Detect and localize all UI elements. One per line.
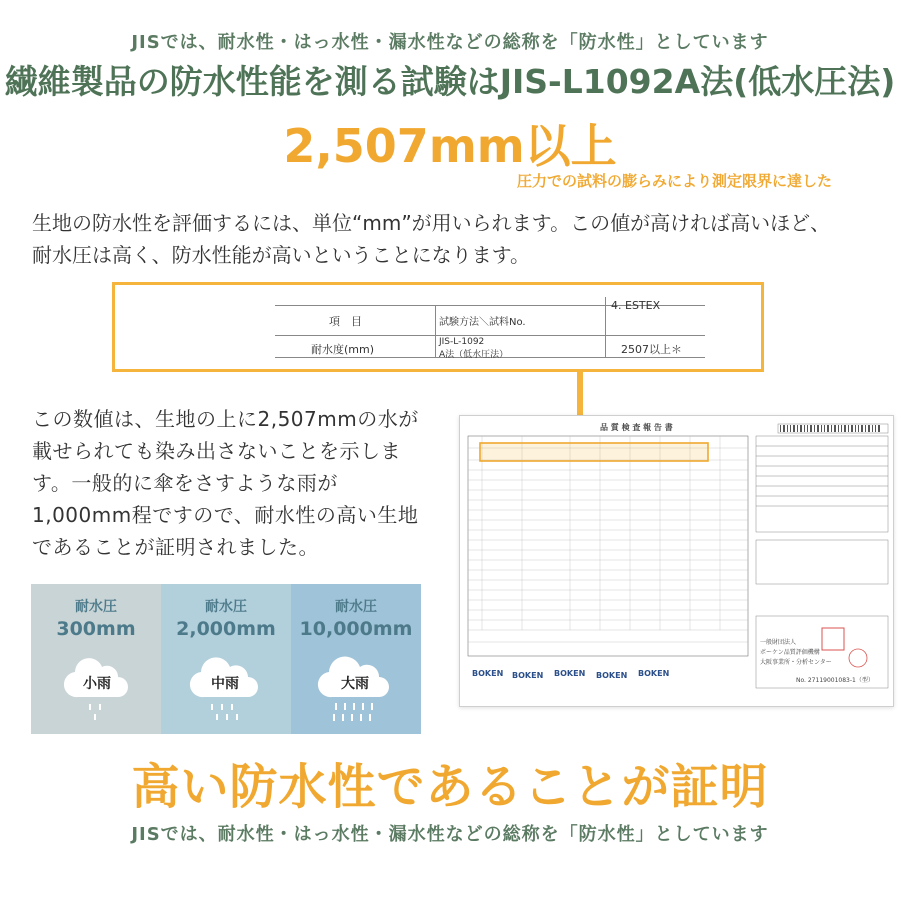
intro-line: 生地の防水性を評価するには、単位“mm”が用いられます。この値が高ければ高いほど、 (32, 211, 831, 235)
explanation-line: 載せられても染み出さないことを示しま (32, 439, 401, 463)
light-rain-cloud-icon (31, 646, 161, 730)
boken-stamps (472, 669, 669, 680)
report-org-line: ボーケン品質評価機構 (760, 649, 820, 656)
heavy-rain-cloud-icon (291, 646, 421, 730)
table-row-method: A法（低水圧法） (439, 350, 509, 360)
explanation-text (32, 403, 452, 563)
barcode (780, 425, 880, 432)
table-row-value: 2507以上＊ (621, 343, 682, 356)
moderate-rain-cloud-icon (161, 646, 291, 730)
table-header-item: 項 目 (329, 315, 362, 328)
rain-panel-label: 耐水圧 (205, 599, 247, 615)
report-excerpt-table (112, 282, 764, 372)
boken-logo: BOKEN (512, 671, 544, 680)
table-header-method: 試験方法＼試料No. (439, 317, 526, 328)
rain-panel-rain: 大雨 (341, 676, 369, 692)
water-pressure-value: 2,507mm以上 (283, 119, 617, 173)
rain-panel-amount: 2,000mm (176, 618, 276, 640)
intro-text (32, 207, 872, 271)
rain-panel-amount: 10,000mm (299, 618, 413, 640)
intro-line: 耐水圧は高く、防水性能が高いということになります。 (32, 243, 530, 267)
report-grid-rows (468, 448, 748, 642)
report-grid-frame (468, 436, 748, 656)
report-drawing (460, 416, 893, 706)
explanation-line: 1,000mm程ですので、耐水性の高い生地 (32, 503, 419, 527)
table-row-method: JIS-L-1092 (439, 337, 485, 347)
table-row-label: 耐水度(mm) (311, 343, 375, 356)
explanation-line: す。一般的に傘をさすような雨が (32, 471, 338, 495)
report-org-line: 一般財団法人 (760, 639, 797, 646)
boken-logo: BOKEN (596, 671, 628, 680)
boken-logo: BOKEN (638, 669, 670, 678)
quality-report-document (459, 415, 894, 707)
table-rule (435, 305, 436, 357)
report-org-line: 大阪事業所・分析センター (760, 659, 832, 666)
headline: 繊維製品の防水性能を測る試験はJIS-L1092A法(低水圧法) (4, 62, 896, 101)
highlighted-result-row (480, 443, 708, 461)
boken-logo: BOKEN (554, 669, 586, 678)
footer-subtitle: JISでは、耐水性・はっ水性・漏水性などの総称を「防水性」としています (131, 824, 769, 845)
rain-panel-label: 耐水圧 (75, 599, 117, 615)
measurement-note: 圧力での試料の膨らみにより測定限界に達した (516, 172, 832, 190)
rain-level-moderate (161, 584, 291, 734)
rain-panel-amount: 300mm (56, 618, 136, 640)
table-rule (605, 297, 606, 357)
table-rule (275, 335, 705, 336)
rain-panel-rain: 小雨 (83, 676, 111, 692)
report-grid-columns (482, 436, 720, 630)
round-seal-icon (849, 649, 867, 667)
rain-panel-rain: 中雨 (211, 676, 239, 692)
conclusion-headline: 高い防水性であることが証明 (131, 759, 769, 815)
table-header-sample: 4. ESTEX (611, 299, 661, 312)
explanation-line: この数値は、生地の上に2,507mmの水が (32, 407, 419, 431)
report-number: No. 27119001083-1（型） (796, 677, 874, 684)
rain-level-heavy (291, 584, 421, 734)
explanation-line: であることが証明されました。 (32, 535, 319, 559)
header-subtitle: JISでは、耐水性・はっ水性・漏水性などの総称を「防水性」としています (131, 32, 769, 53)
report-title: 品 質 検 査 報 告 書 (600, 423, 673, 432)
seal-stamp-icon (822, 628, 844, 650)
boken-logo: BOKEN (472, 669, 504, 678)
rain-level-light (31, 584, 161, 734)
arrow-shaft (577, 372, 583, 420)
rain-panel-label: 耐水圧 (335, 599, 377, 615)
